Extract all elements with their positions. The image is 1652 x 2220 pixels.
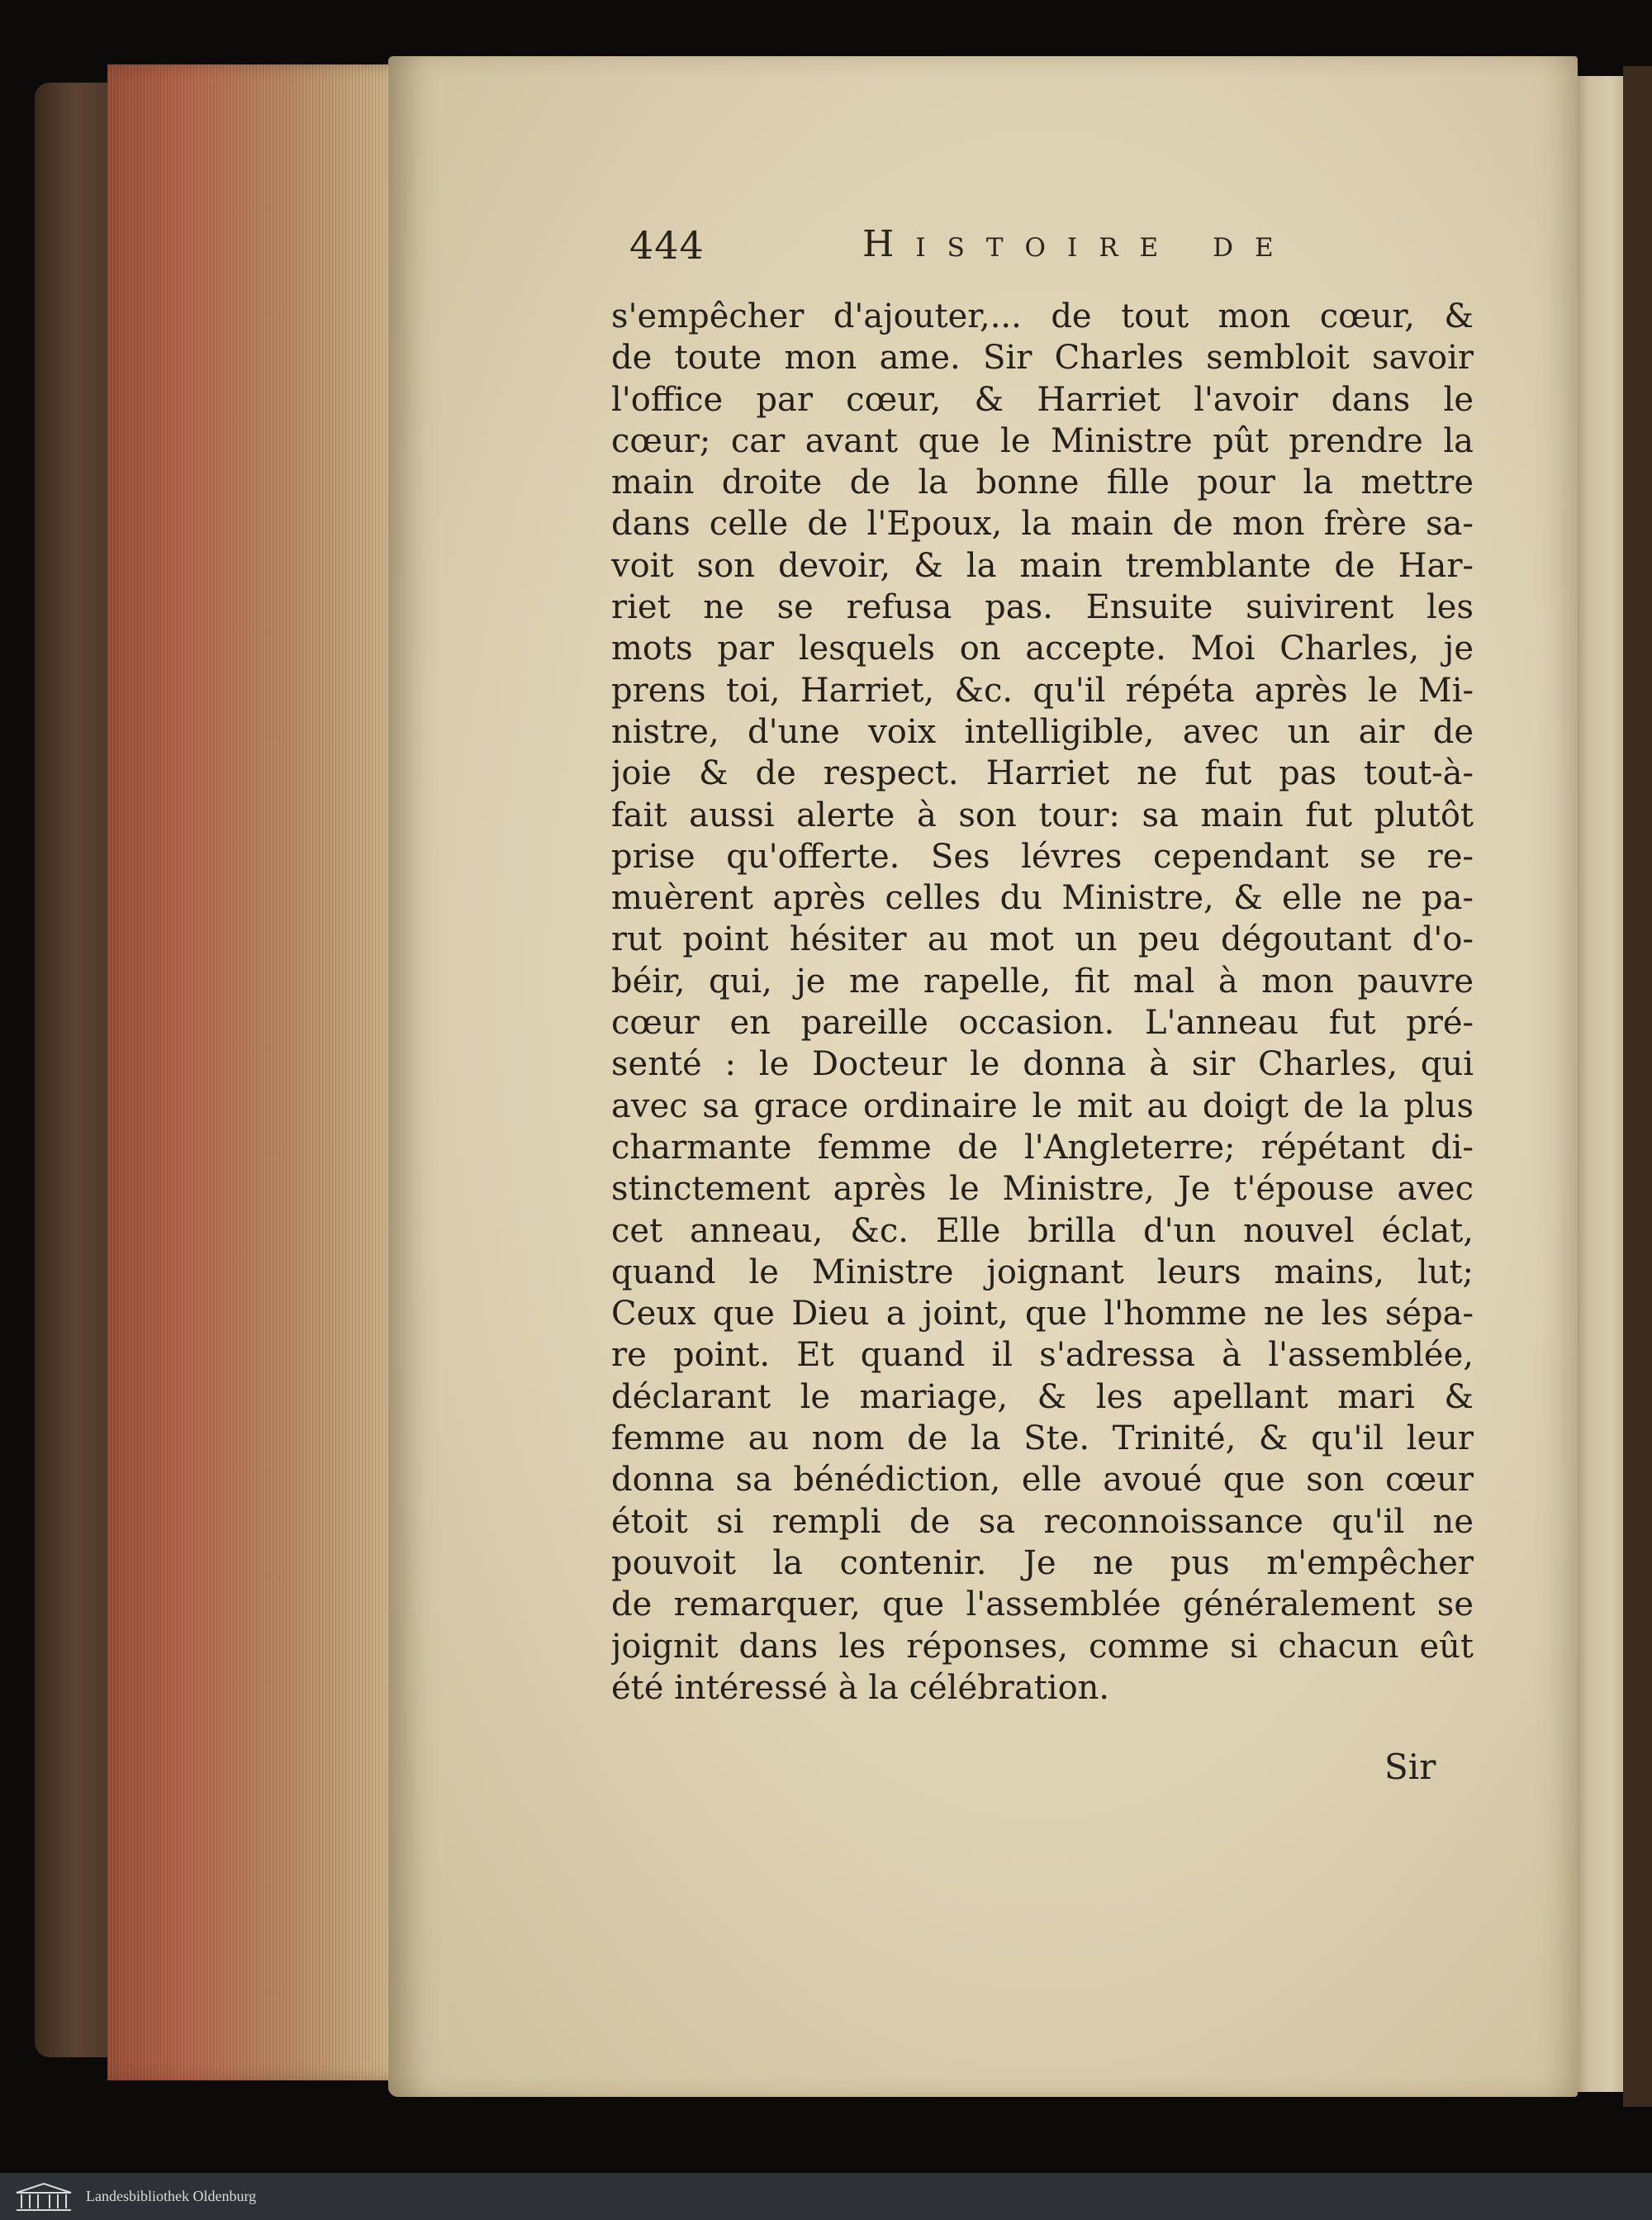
text-line: main droite de la bonne fille pour la mettre [611,463,1474,502]
book-cover-right [1623,66,1652,2107]
page-header [629,223,1488,289]
text-line: charmante femme de l'Angleterre; répétant di- [611,1128,1474,1167]
text-line: étoit si rempli de sa reconnoissance qu'il ne [611,1502,1474,1541]
page-block-edges [107,64,421,2080]
text-line: donna sa bénédiction, elle avoué que son cœur [611,1461,1474,1500]
text-line: femme au nom de la Ste. Trinité, & qu'il leur [611,1419,1474,1458]
text-line: rut point hésiter au mot un peu dégoutant d'o- [611,920,1474,959]
text-line: re point. Et quand il s'adressa à l'assemblée, [611,1336,1474,1375]
text-line: dans celle de l'Epoux, la main de mon frère sa- [611,505,1474,544]
text-line: cœur en pareille occasion. L'anneau fut pré- [611,1004,1474,1043]
text-line: l'office par cœur, & Harriet l'avoir dans le [611,380,1474,419]
text-line: senté : le Docteur le donna à sir Charles, qui [611,1045,1474,1084]
text-line: joie & de respect. Harriet ne fut pas tout-à- [611,754,1474,793]
text-line: béir, qui, je me rapelle, fit mal à mon pauvre [611,962,1474,1001]
text-line: prens toi, Harriet, &c. qu'il répéta après le Mi- [611,671,1474,710]
text-line: de remarquer, que l'assemblée généralement se [611,1585,1474,1624]
library-building-icon [13,2181,74,2213]
text-line: fait aussi alerte à son tour: sa main fut plutôt [611,796,1474,834]
text-line: s'empêcher d'ajouter,... de tout mon cœur, & [611,297,1474,335]
text-line: voit son devoir, & la main tremblante de Har- [611,546,1474,585]
text-line: riet ne se refusa pas. Ensuite suivirent les [611,588,1474,627]
text-line: Ceux que Dieu a joint, que l'homme ne les sépa- [611,1295,1474,1333]
library-footer-bar [0,2173,1652,2220]
text-line: mots par lesquels on accepte. Moi Charles, je [611,630,1474,668]
text-line: muèrent après celles du Ministre, & elle ne pa- [611,879,1474,918]
running-head: Histoire de [862,223,1295,265]
catchword: Sir [1384,1747,1436,1787]
text-line: pouvoit la contenir. Je ne pus m'empêcher [611,1543,1474,1582]
text-line: été intéressé à la célébration. [611,1668,1110,1707]
text-line: avec sa grace ordinaire le mit au doigt de la plus [611,1086,1474,1125]
page-number: 444 [629,223,705,268]
text-line: déclarant le mariage, & les apellant mari & [611,1377,1474,1416]
library-name: Landesbibliothek Oldenburg [86,2188,257,2204]
text-line: prise qu'offerte. Ses lévres cependant se re- [611,837,1474,876]
text-line: cœur; car avant que le Ministre pût prendre la [611,421,1474,460]
text-line: quand le Ministre joignant leurs mains, lut; [611,1253,1474,1291]
text-line: cet anneau, &c. Elle brilla d'un nouvel éclat, [611,1211,1474,1250]
text-line: de toute mon ame. Sir Charles sembloit savoir [611,339,1474,378]
text-line: joignit dans les réponses, comme si chacun eût [611,1627,1474,1666]
text-line: stinctement après le Ministre, Je t'épouse avec [611,1170,1474,1209]
text-line: nistre, d'une voix intelligible, avec un air de [611,712,1474,751]
body-text [611,296,1474,1709]
